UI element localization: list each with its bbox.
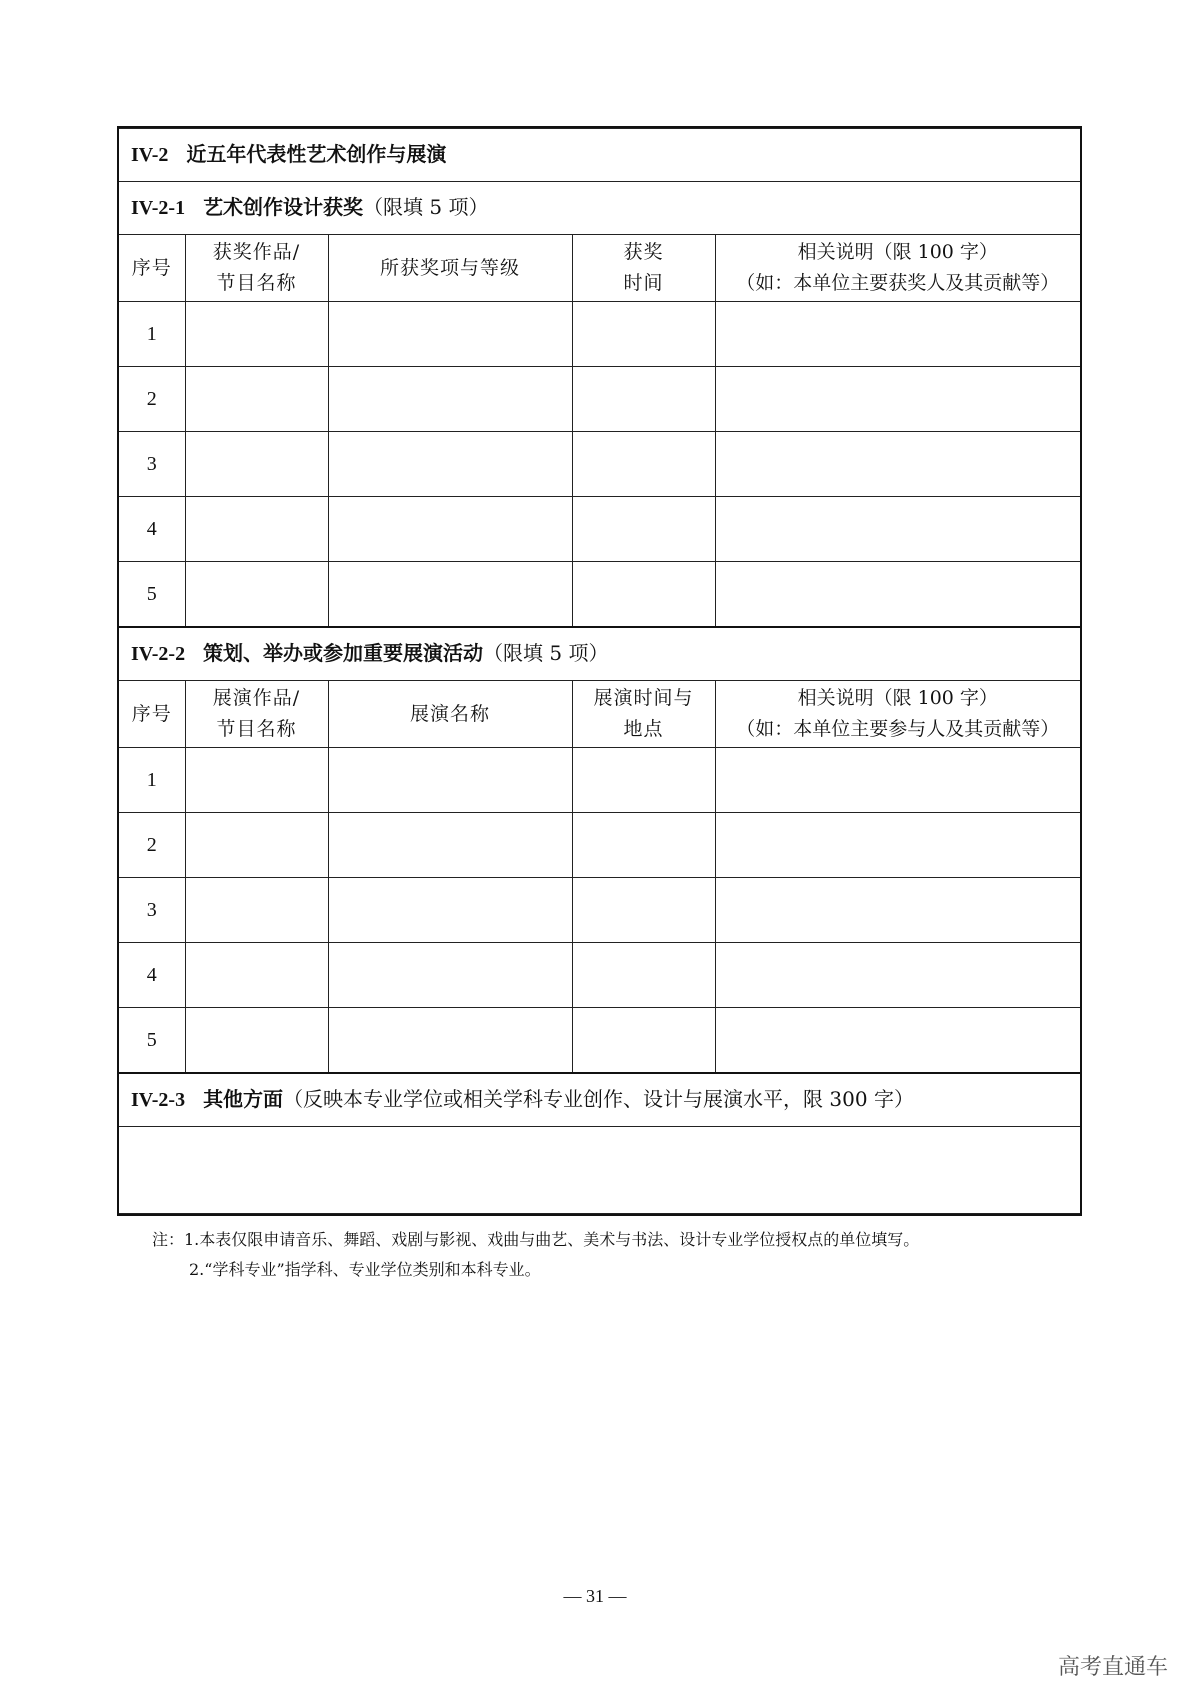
- watermark: 高考直通车: [1057, 1655, 1168, 1680]
- input-cell[interactable]: [572, 562, 715, 628]
- footnote-2: 2.“学科专业”指学科、专业学位类别和本科专业。: [189, 1260, 541, 1279]
- input-cell[interactable]: [572, 432, 715, 497]
- row-number: 4: [119, 943, 185, 1008]
- input-cell[interactable]: [328, 943, 572, 1008]
- input-cell[interactable]: [572, 748, 715, 813]
- section-title: 近五年代表性艺术创作与展演: [186, 142, 447, 166]
- input-cell[interactable]: [185, 878, 328, 943]
- input-cell[interactable]: [185, 813, 328, 878]
- row-number: 2: [119, 367, 185, 432]
- form-table: [117, 126, 1082, 1216]
- input-cell[interactable]: [328, 432, 572, 497]
- subsection-note: （限填 5 项）: [483, 641, 609, 665]
- input-cell[interactable]: [328, 1008, 572, 1074]
- column-header: 序号: [119, 235, 185, 302]
- table-row: [119, 432, 1080, 497]
- row-number: 3: [119, 878, 185, 943]
- table-row: [119, 562, 1080, 628]
- input-cell[interactable]: [328, 562, 572, 628]
- subsection-code: IV-2-1: [131, 197, 186, 219]
- input-cell[interactable]: [185, 943, 328, 1008]
- input-cell[interactable]: [572, 302, 715, 367]
- column-header: 所获奖项与等级: [328, 235, 572, 302]
- subsection-title: 策划、举办或参加重要展演活动: [203, 641, 484, 665]
- input-cell[interactable]: [185, 302, 328, 367]
- table-row: [119, 748, 1080, 813]
- column-header: 获奖作品/ 节目名称: [185, 235, 328, 302]
- table-row: [119, 1008, 1080, 1074]
- table-header-row: [119, 235, 1080, 302]
- section-code: IV-2: [131, 144, 169, 166]
- input-cell[interactable]: [328, 302, 572, 367]
- subsection-header-iv-2-1: [119, 182, 1080, 235]
- input-cell[interactable]: [185, 1008, 328, 1074]
- column-header: 展演名称: [328, 681, 572, 748]
- input-cell[interactable]: [328, 878, 572, 943]
- input-cell[interactable]: [328, 813, 572, 878]
- input-cell[interactable]: [715, 1008, 1080, 1074]
- subsection-title: 其他方面: [203, 1087, 284, 1111]
- subsection-note: （限填 5 项）: [363, 195, 489, 219]
- input-cell[interactable]: [328, 367, 572, 432]
- input-cell[interactable]: [715, 878, 1080, 943]
- input-cell[interactable]: [185, 748, 328, 813]
- other-aspects-input[interactable]: [119, 1127, 1080, 1214]
- subsection-code: IV-2-2: [131, 643, 186, 665]
- table-row: [119, 367, 1080, 432]
- input-cell[interactable]: [328, 497, 572, 562]
- subsection-note: （反映本专业学位或相关学科专业创作、设计与展演水平，限 300 字）: [283, 1087, 914, 1111]
- input-cell[interactable]: [572, 943, 715, 1008]
- row-number: 2: [119, 813, 185, 878]
- table-row: [119, 497, 1080, 562]
- row-number: 5: [119, 1008, 185, 1074]
- row-number: 5: [119, 562, 185, 628]
- row-number: 1: [119, 302, 185, 367]
- row-number: 4: [119, 497, 185, 562]
- footnote-1: 注：1.本表仅限申请音乐、舞蹈、戏剧与影视、戏曲与曲艺、美术与书法、设计专业学位授权点的单位填写。: [152, 1230, 920, 1249]
- input-cell[interactable]: [572, 878, 715, 943]
- input-cell[interactable]: [715, 302, 1080, 367]
- input-cell[interactable]: [572, 497, 715, 562]
- page-number: — 31 —: [563, 1586, 627, 1606]
- table-row: [119, 813, 1080, 878]
- input-cell[interactable]: [328, 748, 572, 813]
- subsection-title: 艺术创作设计获奖: [203, 195, 364, 219]
- input-cell[interactable]: [715, 943, 1080, 1008]
- column-header: 序号: [119, 681, 185, 748]
- row-number: 3: [119, 432, 185, 497]
- input-cell[interactable]: [715, 432, 1080, 497]
- input-cell[interactable]: [185, 367, 328, 432]
- column-header: 相关说明（限 100 字） （如：本单位主要参与人及其贡献等）: [715, 681, 1080, 748]
- table-row: [119, 302, 1080, 367]
- subsection-header-iv-2-3: [119, 1073, 1080, 1127]
- input-cell[interactable]: [715, 748, 1080, 813]
- table-row: [119, 943, 1080, 1008]
- input-cell[interactable]: [572, 1008, 715, 1074]
- input-cell[interactable]: [185, 562, 328, 628]
- section-header-iv-2: [119, 129, 1080, 182]
- input-cell[interactable]: [715, 497, 1080, 562]
- input-cell[interactable]: [715, 367, 1080, 432]
- input-cell[interactable]: [185, 497, 328, 562]
- subsection-code: IV-2-3: [131, 1089, 186, 1111]
- input-cell[interactable]: [715, 562, 1080, 628]
- column-header: 展演作品/ 节目名称: [185, 681, 328, 748]
- input-cell[interactable]: [715, 813, 1080, 878]
- other-aspects-field: [119, 1127, 1080, 1214]
- table-header-row: [119, 681, 1080, 748]
- table-row: [119, 878, 1080, 943]
- column-header: 相关说明（限 100 字） （如：本单位主要获奖人及其贡献等）: [715, 235, 1080, 302]
- column-header: 展演时间与 地点: [572, 681, 715, 748]
- row-number: 1: [119, 748, 185, 813]
- column-header: 获奖 时间: [572, 235, 715, 302]
- input-cell[interactable]: [185, 432, 328, 497]
- subsection-header-iv-2-2: [119, 627, 1080, 681]
- input-cell[interactable]: [572, 813, 715, 878]
- footnotes: [152, 1225, 919, 1285]
- input-cell[interactable]: [572, 367, 715, 432]
